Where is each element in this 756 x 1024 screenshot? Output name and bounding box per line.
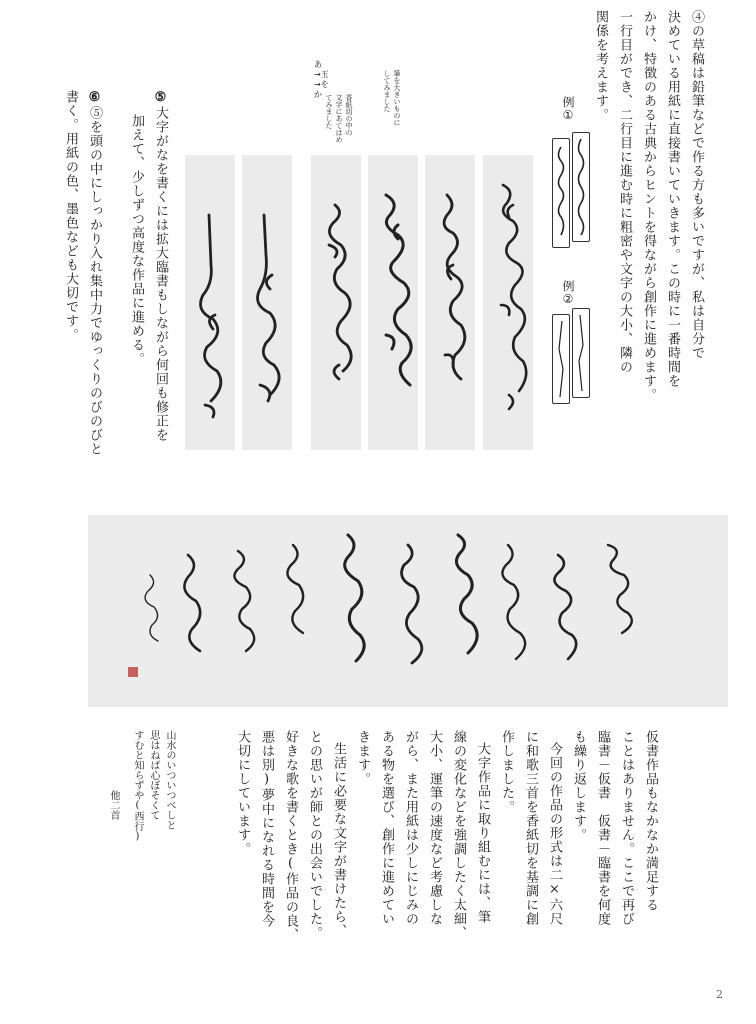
bottom-text-line-18: 大切にしています。 [235,730,250,856]
poem-line-3: すむと知らずや(西行) [132,730,143,842]
page-number: 2 [716,988,723,1001]
step-5-line-2: 加えて、少しずつ高度な作品に進める。 [129,114,144,366]
poem-line-2: 思はねば心ぼそくて [148,730,159,820]
step-5-line-1 [148,90,172,442]
step-6-line-2: 書く。用紙の色、墨色なども大切です。 [63,90,78,342]
brush-note-line-2: してみました [383,70,391,112]
small-sketch [314,60,336,108]
bottom-text-line-6: に和歌三首を香紙切を基調に創 [523,730,538,926]
poem-line-1: 山水のいついつべしと [164,730,175,830]
calligraphy-strip-6 [185,155,235,450]
paper-note-line-1: 香紙切の中の [345,94,353,136]
example-2-sketch-left [552,314,570,404]
paper-note-line-3: てみました [325,94,333,129]
top-right-text-line-1: ④の草稿は鉛筆などで作る方も多いですが、私は自分で [689,10,704,360]
calligraphy-strip-4 [311,155,361,450]
bottom-text-line-3: 臨書－仮書 仮書－臨書を何度 [595,730,610,926]
top-right-text-line-2: 決めている用紙に直接書いていきます。この時に一番時間を [665,10,680,388]
example-2-sketch-right [572,308,590,398]
top-right-text-line-5: 関係を考えます。 [593,10,608,122]
step-6-text-1: ⑤を頭の中にしっかり入れ集中力でゆっくりのびのびと [87,106,102,456]
bottom-text-line-10: 大小、運筆の速度など考慮しな [427,730,442,926]
bottom-text-line-2: ことはありません。ここで再び [619,730,634,926]
bottom-text-line-15: との思いが師との出会いでした。 [307,730,322,940]
calligraphy-strip-3 [368,155,418,450]
step-5-text-1: 大字がなを書くには拡大臨書もしながら何回も修正を [153,106,168,442]
brush-note-line-1: 筆を大きいものに [393,70,401,126]
bottom-text-line-17: 悪は別)夢中になれる時間を今 [259,730,274,928]
bottom-text-line-7: 作しました。 [499,730,514,814]
example-2-label: 例② [561,280,575,306]
poem-credit: 他二首 [108,790,119,820]
calligraphy-strip-5 [242,155,292,450]
example-1-sketch-right [572,132,590,242]
top-right-text-line-3: かけ、特徴のある古典からヒントを得ながら創作に進めます。 [641,10,656,402]
calligraphy-strip-2 [425,155,475,450]
step-6-line-1 [82,90,106,456]
small-sketch-line-2: →玉 [314,70,329,79]
example-1-label: 例① [561,96,575,122]
top-right-text-line-4: 一行目ができ、二行目に進む時に粗密や文字の大小、隣の [617,10,632,374]
bottom-text-line-12: ある物を選び、創作に進めてい [379,730,394,926]
step-5-number: ⑤ [153,90,168,106]
bottom-text-line-5: 今回の作品の形式は二×六尺 [547,742,562,926]
small-sketch-line-3: →をか [314,80,329,99]
bottom-text-line-9: 線の変化などを強調したく太細、 [451,730,466,940]
small-sketch-line-1: あ [314,60,322,69]
bottom-text-line-14: 生活に必要な文字が書けたら、 [331,742,346,938]
bottom-text-line-4: も繰り返します。 [571,730,586,842]
calligraphy-strip-1 [483,155,533,450]
bottom-text-line-11: がら、また用紙は少しにじみの [403,730,418,926]
finished-calligraphy-work [88,515,728,707]
step-6-number: ⑥ [87,90,102,106]
bottom-text-line-1: 仮書作品もなかなか満足する [643,730,658,912]
example-1-sketch-left [552,138,570,248]
bottom-text-line-8: 大字作品に取り組むには、筆 [475,742,490,924]
bottom-text-line-16: 好きな歌を書くとき(作品の良、 [283,730,298,942]
bottom-text-line-13: きます。 [355,730,370,786]
paper-note-line-2: 文字にあてはめ [335,94,343,143]
